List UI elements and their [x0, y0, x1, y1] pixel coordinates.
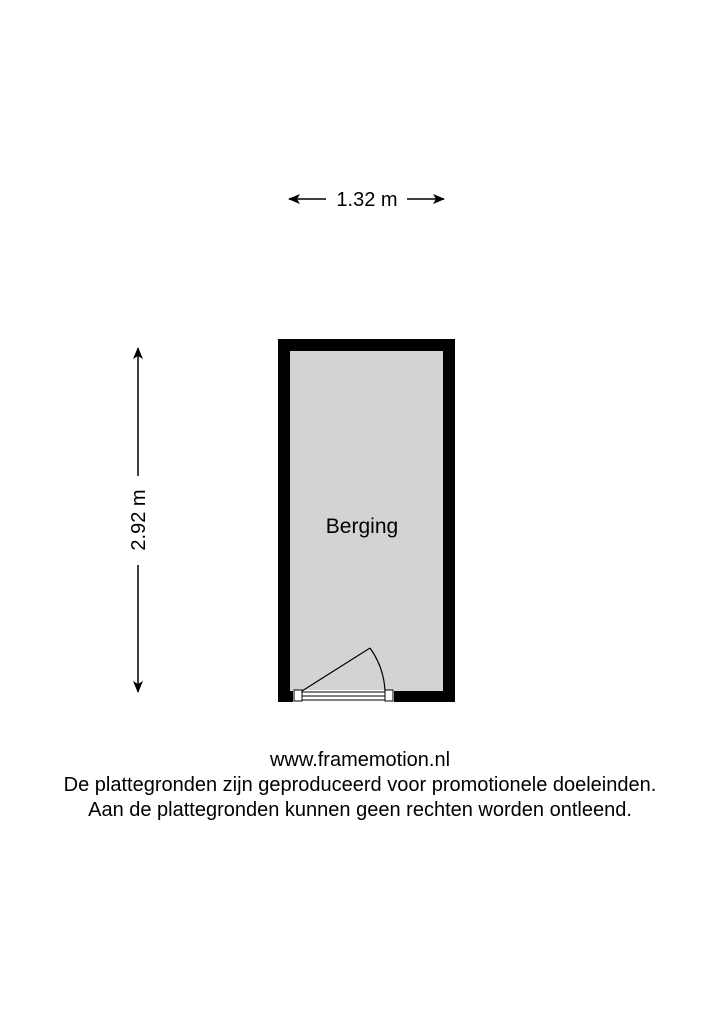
width-dimension — [289, 189, 444, 211]
height-dimension — [128, 348, 150, 692]
disclaimer-line-1: De plattegronden zijn geproduceerd voor promotionele doeleinden. — [63, 774, 657, 796]
room-berging — [278, 339, 455, 702]
disclaimer-line-2: Aan de plattegronden kunnen geen rechten worden ontleend. — [88, 799, 632, 821]
footer — [0, 748, 720, 823]
room-label: Berging — [325, 515, 399, 538]
height-label: 2.92 m — [128, 489, 150, 551]
width-label: 1.32 m — [336, 189, 398, 211]
door-jamb-left — [294, 690, 302, 701]
website-link[interactable]: www.framemotion.nl — [269, 749, 451, 771]
door-jamb-right — [385, 690, 393, 701]
